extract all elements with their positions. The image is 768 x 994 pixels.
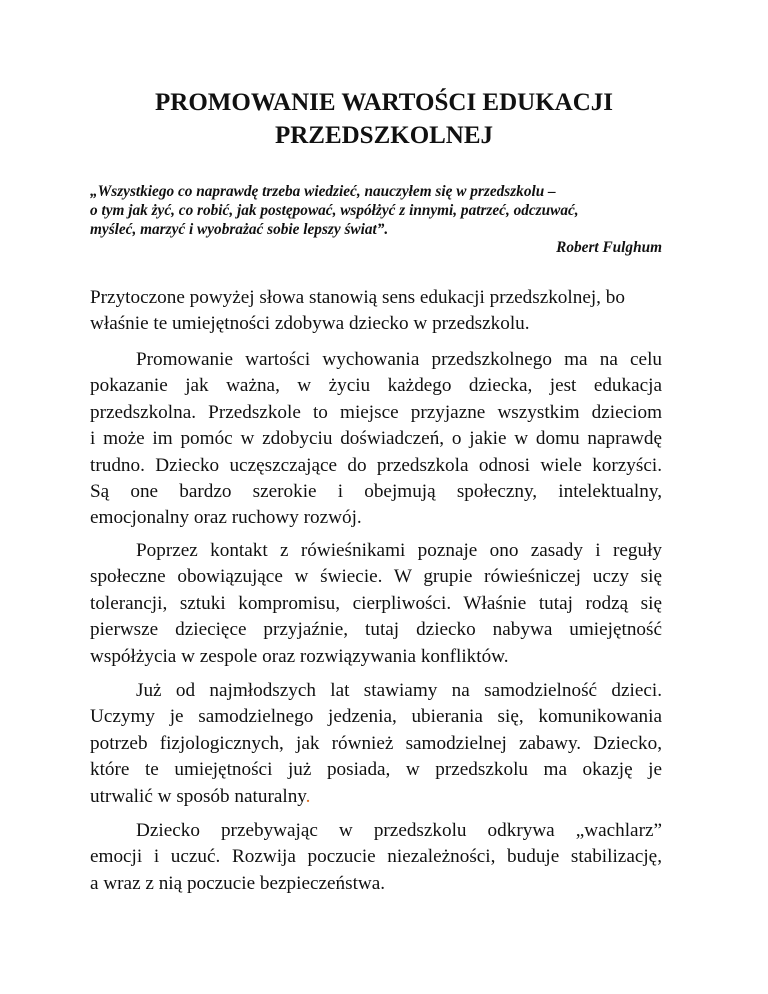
paragraph-line: które te umiejętności już posiada, w przedszkolu ma okazję je [90,759,662,781]
paragraph-line: emocjonalny oraz ruchowy rozwój. [90,507,362,529]
paragraph-line: i może im pomóc w zdobyciu doświadczeń, o jakie w domu naprawdę [90,428,662,450]
orange-period-mark: . [305,785,311,807]
paragraph-line: potrzeb fizjologicznych, jak również samodzielnej zabawy. Dziecko, [90,732,662,754]
paragraph-line: trudno. Dziecko uczęszczające do przedszkola odnosi wiele korzyści. [90,454,662,476]
intro-line: Przytoczone powyżej słowa stanowią sens edukacji przedszkolnej, bo [90,287,625,308]
paragraph-line: pokazanie jak ważna, w życiu każdego dziecka, jest edukacja [90,375,662,397]
paragraph-4 [90,818,662,897]
paragraph-line: Są one bardzo szerokie i obejmują społeczny, intelektualny, [90,481,662,503]
quote-line: o tym jak żyć, co robić, jak postępować, współżyć z innymi, patrzeć, odczuwać, [90,202,579,219]
paragraph-2 [90,538,662,670]
intro-line: właśnie te umiejętności zdobywa dziecko w przedszkolu. [90,313,530,334]
intro-paragraph [90,285,690,337]
paragraph-1 [90,347,662,532]
document-title [0,86,768,152]
paragraph-line: przedszkolna. Przedszkole to miejsce przyjazne wszystkim dzieciom [90,401,662,423]
paragraph-line: a wraz z nią poczucie bezpieczeństwa. [90,872,386,894]
quote-line: myśleć, marzyć i wyobrażać sobie lepszy świat”. [90,221,389,238]
paragraph-line: współżycia w zespole oraz rozwiązywania konfliktów. [90,645,509,667]
quote-author: Robert Fulghum [556,239,662,256]
title-line-1: PROMOWANIE WARTOŚCI EDUKACJI [155,89,613,116]
title-line-2: PRZEDSZKOLNEJ [274,122,494,149]
paragraph-line: Promowanie wartości wychowania przedszkolnego ma na celu [136,349,662,370]
paragraph-3 [90,678,662,810]
paragraph-line: Poprzez kontakt z rówieśnikami poznaje ono zasady i reguły [136,540,662,561]
paragraph-line [90,784,662,810]
paragraph-line: tolerancji, sztuki kompromisu, cierpliwości. Właśnie tutaj rodzą się [90,592,662,614]
paragraph-line: społeczne obowiązujące w świecie. W grupie rówieśniczej uczy się [90,566,662,588]
paragraph-line-text: utrwalić w sposób naturalny [90,785,306,807]
paragraph-line: Uczymy je samodzielnego jedzenia, ubierania się, komunikowania [90,706,662,728]
paragraph-line: Już od najmłodszych lat stawiamy na samodzielność dzieci. [136,680,662,701]
paragraph-line: emocji i uczuć. Rozwija poczucie niezależności, buduje stabilizację, [90,846,662,868]
paragraph-line: pierwsze dziecięce przyjaźnie, tutaj dziecko nabywa umiejętność [90,619,662,641]
quote-line: „Wszystkiego co naprawdę trzeba wiedzieć, nauczyłem się w przedszkolu – [90,183,556,200]
paragraph-line: Dziecko przebywając w przedszkolu odkrywa „wachlarz” [136,820,662,841]
epigraph-quote [90,182,690,239]
